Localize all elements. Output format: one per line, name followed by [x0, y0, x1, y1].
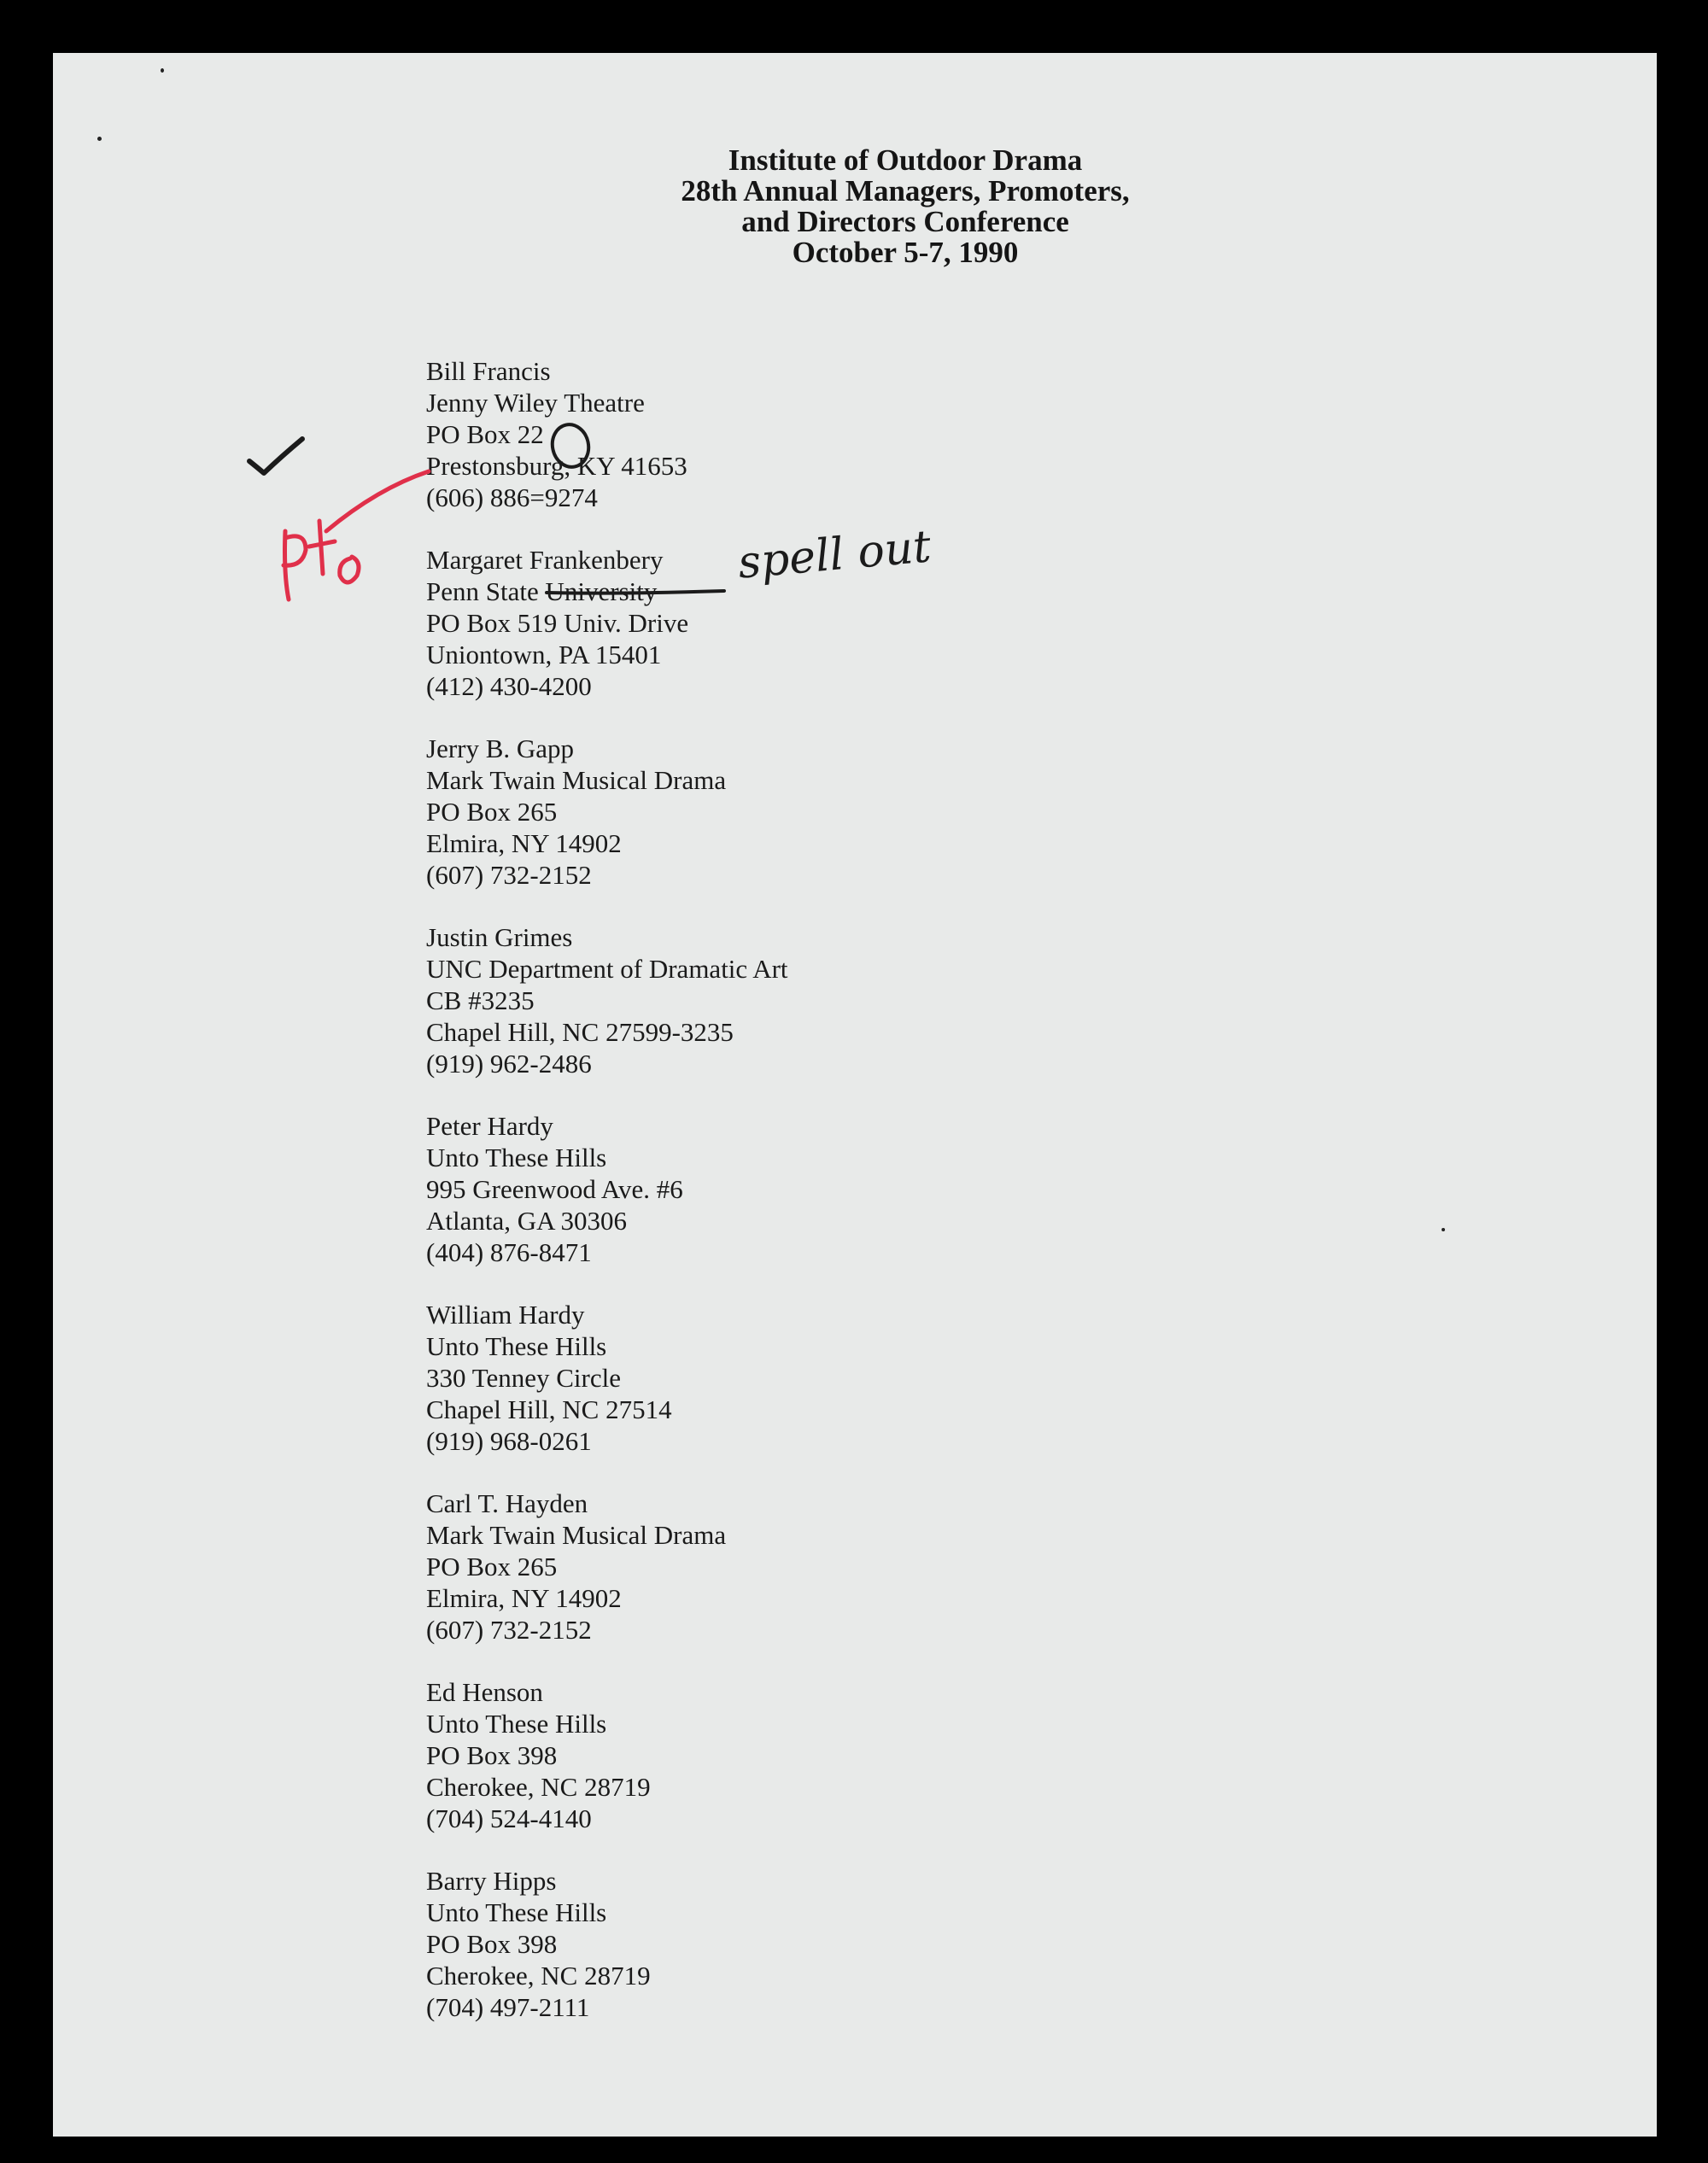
contact-entry — [426, 1865, 788, 2023]
contact-city: Elmira, NY 14902 — [426, 1583, 622, 1613]
contact-address: PO Box 22 — [426, 419, 544, 449]
contact-address: CB #3235 — [426, 985, 535, 1015]
checkmark-icon — [249, 439, 302, 473]
contact-address: PO Box 398 — [426, 1929, 558, 1959]
contact-city: Chapel Hill, NC 27599-3235 — [426, 1017, 734, 1047]
contact-organization: Unto These Hills — [426, 1143, 607, 1172]
contact-list — [426, 355, 788, 2054]
address-prefix: PO Box 519 — [426, 608, 564, 638]
contact-phone: (404) 876-8471 — [426, 1237, 592, 1267]
contact-phone: (704) 524-4140 — [426, 1803, 592, 1833]
dust-speck — [97, 137, 102, 141]
document-header — [53, 145, 1657, 268]
contact-entry — [426, 355, 788, 513]
contact-city: Prestonsburg, KY 41653 — [426, 451, 687, 481]
contact-entry — [426, 1488, 788, 1646]
header-line-4: October 5-7, 1990 — [792, 236, 1019, 269]
dust-speck — [161, 68, 164, 73]
contact-phone: (607) 732-2152 — [426, 860, 592, 890]
dust-speck — [1442, 1228, 1445, 1231]
contact-entry — [426, 544, 788, 702]
contact-phone: (919) 968-0261 — [426, 1426, 592, 1456]
header-line-3: and Directors Conference — [741, 205, 1069, 238]
red-pto-mark — [284, 471, 429, 599]
contact-address: PO Box 398 — [426, 1740, 558, 1770]
address-underlined-text: Univ. Drive — [564, 608, 689, 638]
contact-entry — [426, 733, 788, 891]
contact-phone: (607) 732-2152 — [426, 1615, 592, 1645]
document-page — [53, 53, 1657, 2137]
contact-address: PO Box 265 — [426, 797, 558, 827]
contact-organization: Unto These Hills — [426, 1709, 607, 1739]
contact-organization: Mark Twain Musical Drama — [426, 1520, 727, 1550]
contact-name: Carl T. Hayden — [426, 1488, 588, 1518]
contact-name: Ed Henson — [426, 1677, 543, 1707]
contact-phone: (412) 430-4200 — [426, 671, 592, 701]
contact-organization: Unto These Hills — [426, 1897, 607, 1927]
contact-phone: (704) 497-2111 — [426, 1992, 590, 2022]
contact-city: Cherokee, NC 28719 — [426, 1961, 651, 1991]
contact-city: Elmira, NY 14902 — [426, 828, 622, 858]
header-line-2: 28th Annual Managers, Promoters, — [681, 174, 1130, 208]
contact-city: Uniontown, PA 15401 — [426, 640, 662, 669]
contact-address: PO Box 265 — [426, 1552, 558, 1581]
contact-name: William Hardy — [426, 1300, 585, 1330]
contact-organization: Unto These Hills — [426, 1331, 607, 1361]
spell-out-note: spell out — [735, 521, 933, 589]
contact-organization: Jenny Wiley Theatre — [426, 388, 645, 418]
contact-phone: (919) 962-2486 — [426, 1049, 592, 1079]
contact-phone: (606) 886=9274 — [426, 482, 598, 512]
contact-entry — [426, 1110, 788, 1268]
contact-organization: UNC Department of Dramatic Art — [426, 954, 788, 984]
contact-name: Jerry B. Gapp — [426, 734, 575, 763]
contact-entry — [426, 921, 788, 1079]
contact-name: Barry Hipps — [426, 1866, 557, 1896]
contact-address: 995 Greenwood Ave. #6 — [426, 1174, 683, 1204]
contact-name: Justin Grimes — [426, 922, 573, 952]
contact-address — [426, 607, 788, 639]
contact-name: Bill Francis — [426, 356, 551, 386]
contact-city: Atlanta, GA 30306 — [426, 1206, 628, 1236]
contact-city: Chapel Hill, NC 27514 — [426, 1394, 672, 1424]
handwritten-annotations — [53, 53, 1657, 2137]
contact-name: Peter Hardy — [426, 1111, 553, 1141]
contact-entry — [426, 1676, 788, 1834]
contact-organization: Penn State University — [426, 576, 658, 606]
contact-entry — [426, 1299, 788, 1457]
contact-city: Cherokee, NC 28719 — [426, 1772, 651, 1802]
contact-address: 330 Tenney Circle — [426, 1363, 621, 1393]
contact-name: Margaret Frankenbery — [426, 545, 664, 575]
header-line-1: Institute of Outdoor Drama — [728, 143, 1083, 177]
contact-organization: Mark Twain Musical Drama — [426, 765, 727, 795]
